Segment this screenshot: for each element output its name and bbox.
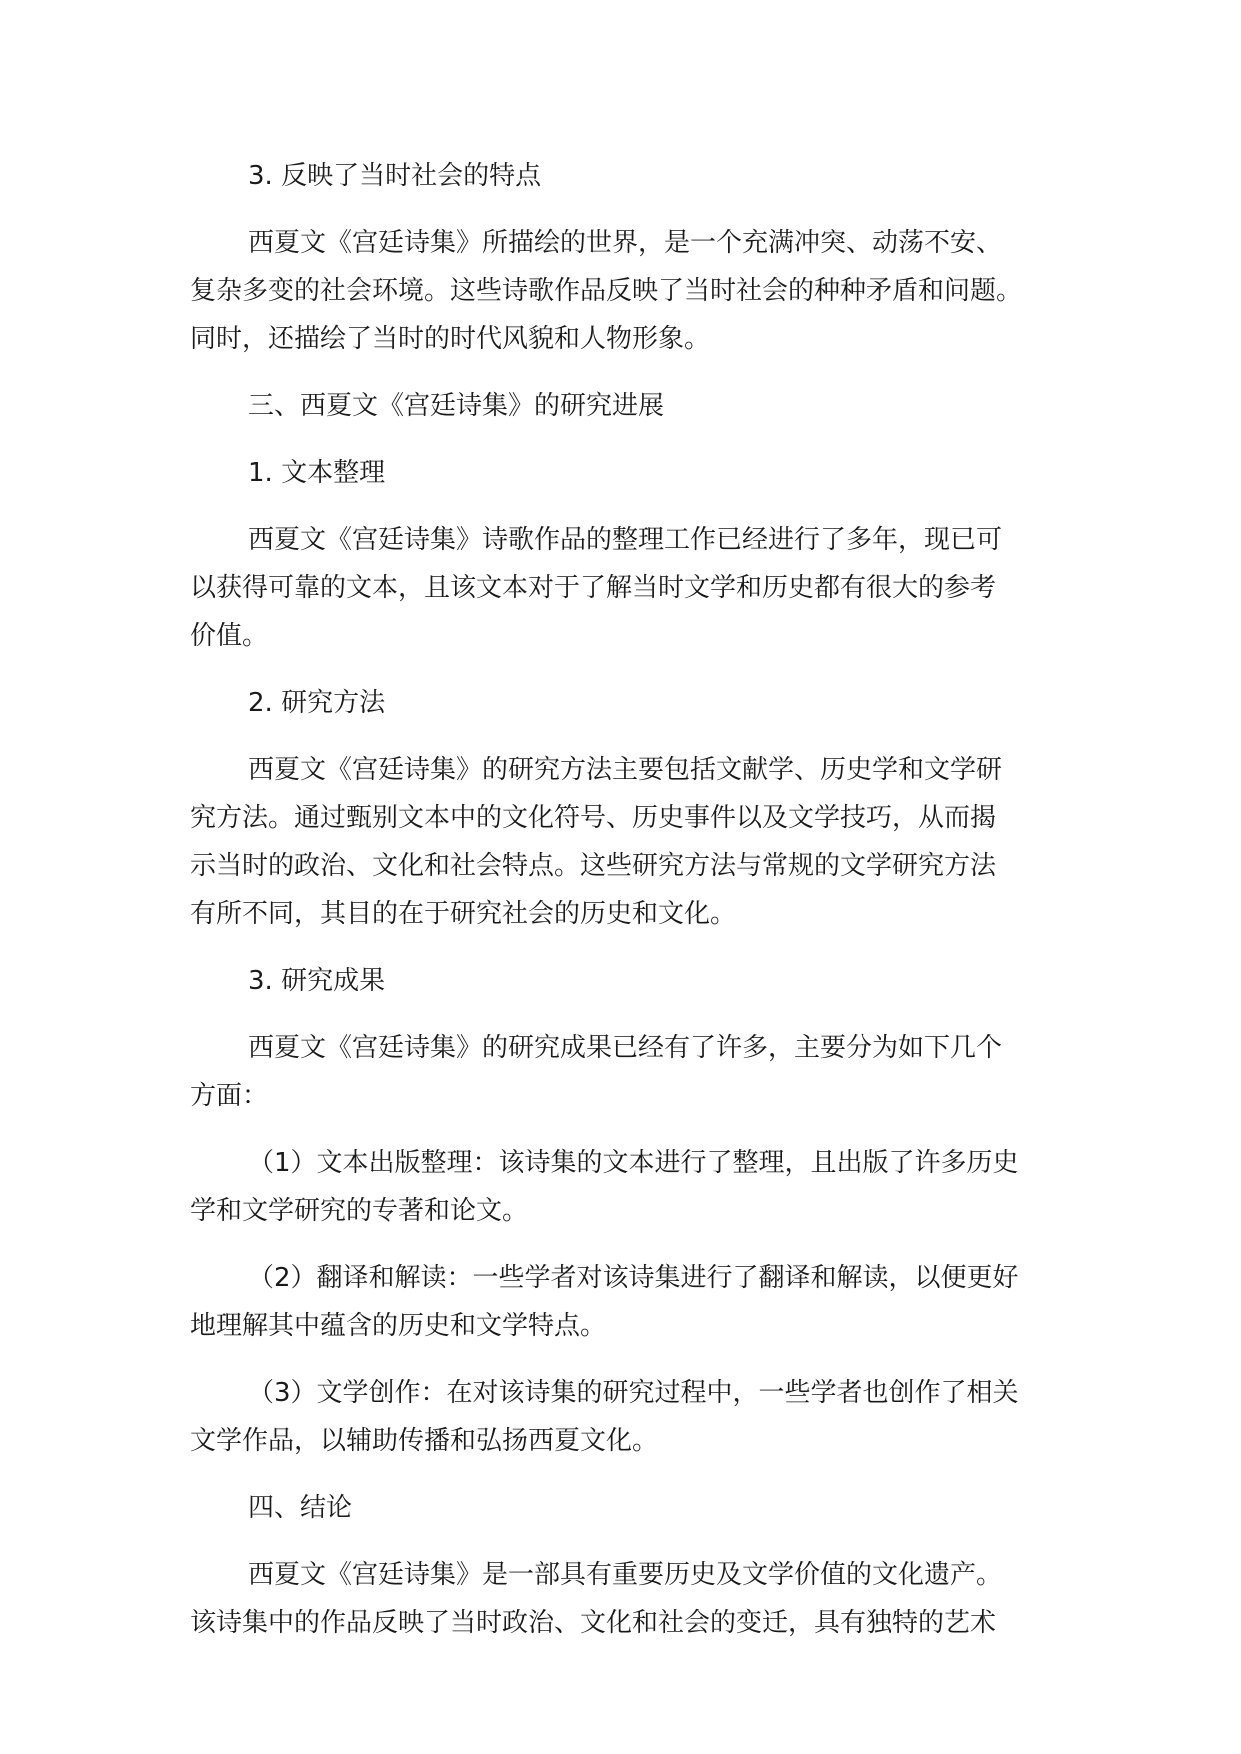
list-item-paragraph: （1）文本出版整理：该诗集的文本进行了整理，且出版了许多历史 学和文学研究的专著和论文。: [190, 1148, 1019, 1226]
paragraph: 西夏文《宫廷诗集》所描绘的世界，是一个充满冲突、动荡不安、 复杂多变的社会环境。这些诗歌作品反映了当时社会的种种矛盾和问题。 同时，还描绘了当时的时代风貌和人物形象。: [190, 228, 1023, 354]
list-item-paragraph: （2）翻译和解读：一些学者对该诗集进行了翻译和解读，以便更好 地理解其中蕴含的历史和文学特点。: [190, 1263, 1019, 1341]
paragraph: 西夏文《宫廷诗集》的研究成果已经有了许多，主要分为如下几个 方面：: [190, 1033, 1003, 1111]
list-item-paragraph: （3）文学创作：在对该诗集的研究过程中，一些学者也创作了相关 文学作品，以辅助传播和弘扬西夏文化。: [190, 1378, 1019, 1456]
section-heading: 3. 反映了当时社会的特点: [248, 161, 542, 191]
subsection-heading: 1. 文本整理: [248, 458, 386, 488]
paragraph: 西夏文《宫廷诗集》是一部具有重要历史及文学价值的文化遗产。 该诗集中的作品反映了当时政治、文化和社会的变迁，具有独特的艺术: [190, 1560, 1003, 1638]
section-heading: 三、西夏文《宫廷诗集》的研究进展: [248, 391, 665, 421]
subsection-heading: 2. 研究方法: [248, 688, 386, 718]
paragraph: 西夏文《宫廷诗集》诗歌作品的整理工作已经进行了多年，现已可 以获得可靠的文本，且该文本对于了解当时文学和历史都有很大的参考 价值。: [190, 525, 1003, 651]
paragraph: 西夏文《宫廷诗集》的研究方法主要包括文献学、历史学和文学研 究方法。通过甄别文本中的文化符号、历史事件以及文学技巧，从而揭 示当时的政治、文化和社会特点。这些研究方法与常规的文学研究方法 有所不同，其目的在于研究社会的历史和文化。: [190, 755, 1003, 929]
document-body: [190, 152, 1070, 1666]
section-heading: 四、结论: [248, 1493, 353, 1523]
subsection-heading: 3. 研究成果: [248, 966, 386, 996]
